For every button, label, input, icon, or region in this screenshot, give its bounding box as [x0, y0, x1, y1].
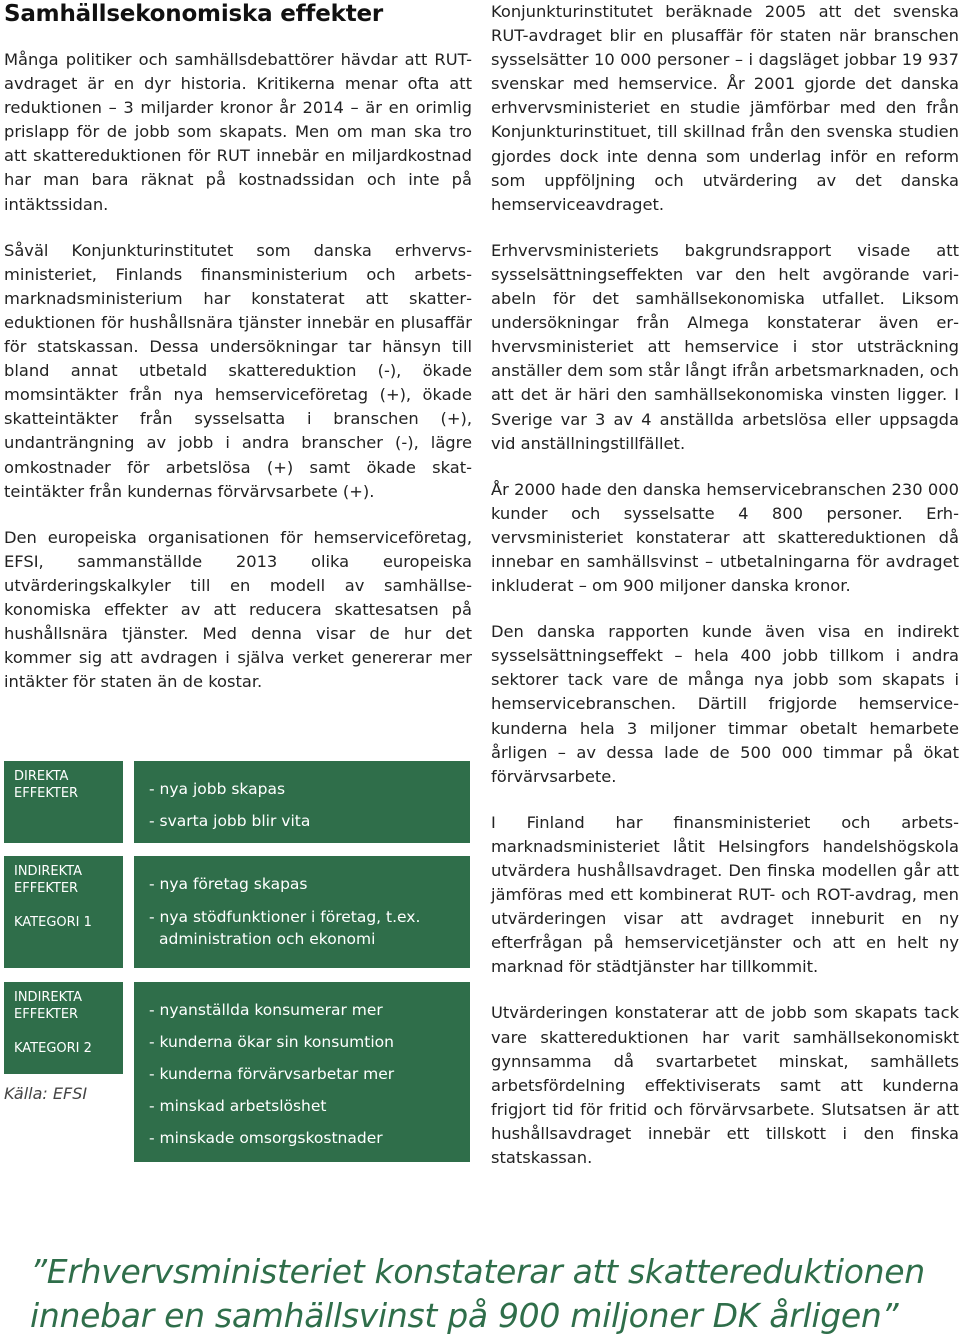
right-paragraph-1: Konjunkturinstitutet beräknade 2005 att det svenska RUT-avdraget blir en plusaffär för staten när branschen sysselsätter 10 000 personer – i dagsläget jobbar 19 937 svenskar med hemservice. År 2001 gjorde det danska erhvervsministeriet en studie jämförbar med den från Konjunkturinstituet, till skillnad från den svenska studien gjordes dock inte denna som underlag inför en reform som uppföljning och utvärdering av det danska hemserviceavdraget.	[491, 2, 959, 214]
direct-effects-label-line1: DIREKTA	[14, 769, 69, 784]
right-paragraph-2: Erhvervsministeriets bakgrundsrapport visade att sysselsättningseffekten var den helt avgörande variabeln för det samhällsekonomiska utfallet. Liksom undersökningar från Almega konstaterar även erhvervsministeriet att hemservice i stor utsträckning anställer dem som står långt ifrån arbetsmarknaden, och att det är häri den samhällsekonomiska vinsten ligger. I Sverige var 3 av 4 anställda arbetslösa eller uppsagda vid anställningstillfället.	[491, 240, 959, 453]
direct-effects-label	[4, 761, 123, 843]
indirect-effect-2-item: - minskad arbetslöshet	[149, 1097, 327, 1115]
indirect-effects-2-label	[4, 982, 123, 1074]
pull-quote	[30, 1250, 950, 1338]
direct-effect-item: - nya jobb skapas	[149, 780, 286, 798]
left-paragraph-2: Såväl Konjunkturinstitutet som danska erhvervsministeriet, Finlands finansministerium och arbetsmarknadsministerium har konstaterat att skattereduktionen för hushållsnära tjänster innebär en plusaffär för statskassan. Dessa undersökningar tar hänsyn till bland annat utbetald skattereduktion (-), ökade momsintäkter från nya hemserviceföretag (+), ökade skatteintäkter från sysselsatta i branschen (+), undanträngning av jobb i andra branscher (-), lägre omkostnader för arbetslösa (+) samt ökade skatteintäkter från kundernas förvärvsarbete (+).	[4, 240, 472, 501]
indirect-effects-2-label-line1: INDIREKTA	[14, 990, 82, 1005]
right-paragraph-4: Den danska rapporten kunde även visa en indirekt sysselsättningseffekt – hela 400 jobb tillkom i andra sektorer tack vare de många nya jobb som skapats i hemservicebranschen. Därtill frigjorde hemservicekunderna hela 3 miljoner timmar obetalt hemarbete årligen – av dessa lade de 500 000 timmar på ökat förvärvsarbete.	[491, 622, 959, 786]
indirect-effects-1-label	[4, 856, 123, 968]
right-paragraph-3: År 2000 hade den danska hemservicebranschen 230 000 kunder och sysselsatte 4 800 personer. Erhvervsministeriet konstaterar att skattereduktionen då innebar en samhällsvinst – utbetalningarna för avdraget inkluderat – om 900 miljoner danska kronor.	[491, 479, 959, 596]
right-paragraph-6: Utvärderingen konstaterar att de jobb som skapats tack vare skattereduktionen har varit samhällsekonomiskt gynnsamma då svartarbetet minskat, samhällets arbetsfördelning effektiviserats samt att kunderna frigjort tid för fritid och förvärvsarbete. Slutsatsen är att hushållsavdraget innebär ett tillskott i den finska statskassan.	[491, 1003, 959, 1168]
indirect-effect-2-item: - minskade omsorgskostnader	[149, 1129, 383, 1147]
indirect-effect-2-item: - nyanställda konsumerar mer	[149, 1001, 383, 1019]
source-caption: Källa: EFSI	[4, 1084, 88, 1103]
indirect-effects-2-category: KATEGORI 2	[14, 1041, 92, 1056]
left-paragraph-3: Den europeiska organisationen för hemserviceföretag, EFSI, sammanställde 2013 olika europeiska utvärderingskalkyler till en modell av samhällsekonomiska effekter av att reducera skattesatsen på hushållsnära tjänster. Med denna visar de hur det kommer sig att avdragen i själva verket genererar mer intäkter för staten än de kostar.	[4, 527, 472, 692]
left-paragraph-1: Många politiker och samhällsdebattörer hävdar att RUT-avdraget är en dyr historia. Kritikerna menar ofta att reduktionen – 3 miljarder kronor år 2014 – är en orimlig prislapp för de jobb som skapats. Men om man ska tro att skattereduktionen för RUT innebär en miljardkostnad har man bara räknat på kostnadssidan och inte på intäktssidan.	[4, 50, 472, 214]
direct-effects-label-line2: EFFEKTER	[14, 786, 79, 801]
indirect-effects-1-label-line1: INDIREKTA	[14, 864, 82, 879]
pull-quote-line2: innebar en samhällsvinst på 900 miljoner DK årligen”	[30, 1296, 899, 1335]
right-column	[491, 0, 959, 1170]
effects-diagram	[4, 761, 470, 1163]
left-column	[4, 0, 472, 694]
direct-effects-box	[134, 761, 470, 843]
direct-effect-item: - svarta jobb blir vita	[149, 812, 311, 830]
pull-quote-line1: ”Erhvervsministeriet konstaterar att skattereduktionen	[30, 1252, 925, 1291]
indirect-effect-1-item-wrapped	[149, 900, 470, 950]
indirect-effects-1-category: KATEGORI 1	[14, 915, 92, 930]
indirect-effect-2-item: - kunderna förvärvsarbetar mer	[149, 1065, 395, 1083]
indirect-effects-2-box	[134, 982, 470, 1162]
indirect-effect-1-item: - nya företag skapas	[149, 875, 308, 893]
indirect-effect-1-item-wrapped-line2: administration och ekonomi	[159, 930, 376, 948]
indirect-effects-1-box	[134, 856, 470, 968]
indirect-effects-2-label-line2: EFFEKTER	[14, 1007, 79, 1022]
right-paragraph-5: I Finland har finansministeriet och arbetsmarknadsministeriet låtit Helsingfors handelshögskola utvärdera hushållsavdraget. Den finska modellen går att jämföras med ett kombinerat RUT- och ROT-avdrag, men utvärderingen visar att avdraget inneburit en ny efterfrågan på hemservicetjänster och att en helt ny marknad för städtjänster har tillkommit.	[491, 812, 959, 977]
indirect-effect-1-item-wrapped-line1: - nya stödfunktioner i företag, t.ex.	[149, 908, 421, 926]
page-title: Samhällsekonomiska effekter	[4, 1, 384, 27]
indirect-effects-1-label-line2: EFFEKTER	[14, 881, 79, 896]
indirect-effect-2-item: - kunderna ökar sin konsumtion	[149, 1033, 394, 1051]
